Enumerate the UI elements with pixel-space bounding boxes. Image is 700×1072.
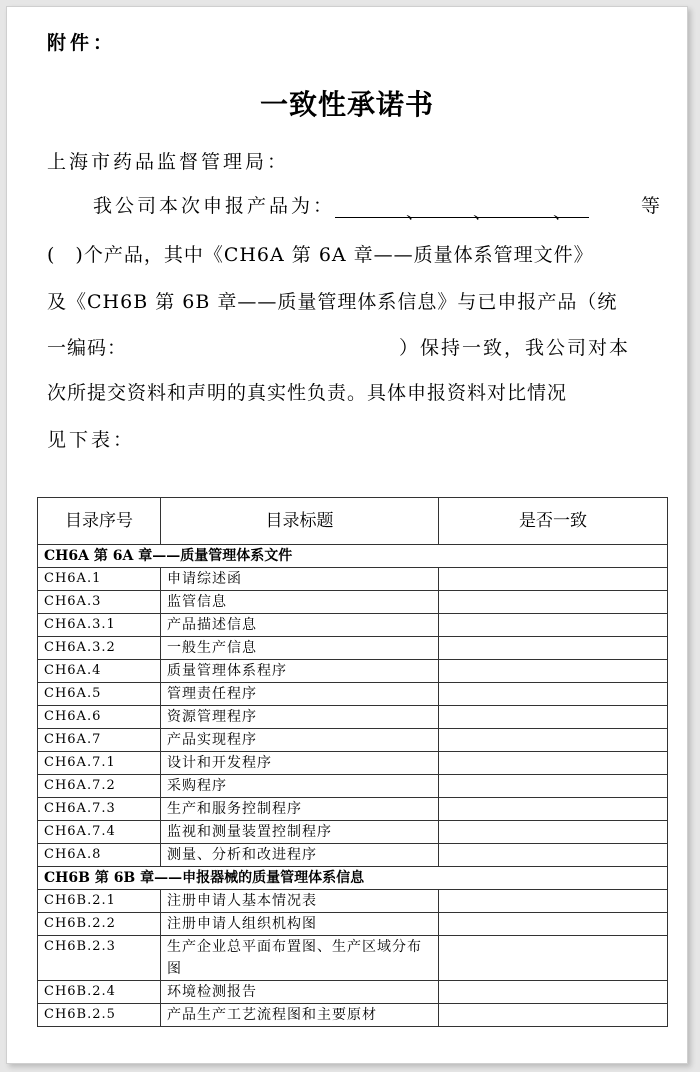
consistency-cell[interactable] — [439, 729, 668, 752]
catalog-number-cell: CH6A.3.1 — [38, 614, 161, 637]
catalog-number-cell: CH6A.7.4 — [38, 821, 161, 844]
consistency-cell[interactable] — [439, 913, 668, 936]
table-row — [38, 568, 668, 591]
catalog-title-cell: 申请综述函 — [161, 568, 439, 591]
paragraph-line-4-suffix: ）保持一致，我公司对本 — [399, 337, 631, 359]
catalog-title-cell: 生产和服务控制程序 — [161, 798, 439, 821]
paragraph-line-1 — [93, 191, 589, 223]
table-row — [38, 775, 668, 798]
table-row — [38, 936, 668, 981]
consistency-cell[interactable] — [439, 775, 668, 798]
table-row — [38, 660, 668, 683]
table-row — [38, 890, 668, 913]
catalog-title-cell: 管理责任程序 — [161, 683, 439, 706]
consistency-cell[interactable] — [439, 936, 668, 981]
catalog-number-cell: CH6A.6 — [38, 706, 161, 729]
table-row — [38, 981, 668, 1004]
paragraph-line-4-prefix: 一编码： — [47, 337, 128, 359]
catalog-number-cell: CH6B.2.1 — [38, 890, 161, 913]
header-catalog-title: 目录标题 — [161, 498, 439, 545]
catalog-number-cell: CH6A.8 — [38, 844, 161, 867]
table-row — [38, 821, 668, 844]
table-row — [38, 844, 668, 867]
paragraph-line-5: 次所提交资料和声明的真实性负责。具体申报资料对比情况 — [47, 382, 568, 404]
consistency-cell[interactable] — [439, 752, 668, 775]
consistency-cell[interactable] — [439, 798, 668, 821]
consistency-cell[interactable] — [439, 981, 668, 1004]
consistency-cell[interactable] — [439, 890, 668, 913]
consistency-cell[interactable] — [439, 1004, 668, 1027]
addressee: 上海市药品监督管理局： — [47, 151, 290, 173]
catalog-title-cell: 注册申请人组织机构图 — [161, 913, 439, 936]
table-row — [38, 913, 668, 936]
paragraph-line-1-prefix: 我公司本次申报产品为： — [93, 195, 336, 217]
section-header-row — [38, 867, 668, 890]
consistency-cell[interactable] — [439, 844, 668, 867]
catalog-number-cell: CH6A.4 — [38, 660, 161, 683]
catalog-title-cell: 质量管理体系程序 — [161, 660, 439, 683]
catalog-title-cell: 资源管理程序 — [161, 706, 439, 729]
catalog-number-cell: CH6B.2.3 — [38, 936, 161, 981]
comparison-table — [37, 497, 668, 1027]
catalog-number-cell: CH6A.3 — [38, 591, 161, 614]
catalog-number-cell: CH6A.5 — [38, 683, 161, 706]
paragraph-line-1-suffix: 等 — [641, 195, 662, 217]
table-header-row — [38, 498, 668, 545]
blank-separator: 、 — [553, 201, 576, 223]
catalog-title-cell: 测量、分析和改进程序 — [161, 844, 439, 867]
header-is-consistent: 是否一致 — [439, 498, 668, 545]
product-name-blank — [335, 197, 589, 223]
consistency-cell[interactable] — [439, 660, 668, 683]
table-row — [38, 614, 668, 637]
table-row — [38, 1004, 668, 1027]
catalog-title-cell: 注册申请人基本情况表 — [161, 890, 439, 913]
section-title: CH6B 第 6B 章——申报器械的质量管理体系信息 — [38, 867, 668, 890]
document-title: 一致性承诺书 — [259, 88, 434, 121]
catalog-number-cell: CH6B.2.2 — [38, 913, 161, 936]
consistency-cell[interactable] — [439, 706, 668, 729]
table-row — [38, 637, 668, 660]
consistency-cell[interactable] — [439, 683, 668, 706]
catalog-title-cell: 生产企业总平面布置图、生产区域分布图 — [161, 936, 439, 981]
consistency-cell[interactable] — [439, 614, 668, 637]
catalog-title-cell: 采购程序 — [161, 775, 439, 798]
section-title: CH6A 第 6A 章——质量管理体系文件 — [38, 545, 668, 568]
catalog-number-cell: CH6A.7 — [38, 729, 161, 752]
catalog-number-cell: CH6A.3.2 — [38, 637, 161, 660]
consistency-cell[interactable] — [439, 591, 668, 614]
document-page — [6, 6, 688, 1064]
section-header-row — [38, 545, 668, 568]
consistency-cell[interactable] — [439, 821, 668, 844]
catalog-title-cell: 产品描述信息 — [161, 614, 439, 637]
catalog-title-cell: 监视和测量装置控制程序 — [161, 821, 439, 844]
catalog-title-cell: 监管信息 — [161, 591, 439, 614]
catalog-title-cell: 设计和开发程序 — [161, 752, 439, 775]
table-row — [38, 752, 668, 775]
paragraph-line-6: 见下表： — [47, 429, 136, 451]
paragraph-line-3: 及《CH6B 第 6B 章——质量管理体系信息》与已申报产品（统 — [47, 291, 618, 313]
catalog-number-cell: CH6A.7.2 — [38, 775, 161, 798]
table-row — [38, 706, 668, 729]
consistency-cell[interactable] — [439, 637, 668, 660]
catalog-number-cell: CH6A.7.3 — [38, 798, 161, 821]
blank-separator: 、 — [406, 201, 429, 223]
paragraph-line-2: ( )个产品，其中《CH6A 第 6A 章——质量体系管理文件》 — [47, 244, 594, 266]
table-row — [38, 798, 668, 821]
catalog-number-cell: CH6A.7.1 — [38, 752, 161, 775]
catalog-title-cell: 产品生产工艺流程图和主要原材 — [161, 1004, 439, 1027]
catalog-number-cell: CH6B.2.5 — [38, 1004, 161, 1027]
table-row — [38, 729, 668, 752]
table-row — [38, 591, 668, 614]
blank-separator: 、 — [473, 201, 496, 223]
consistency-cell[interactable] — [439, 568, 668, 591]
catalog-title-cell: 环境检测报告 — [161, 981, 439, 1004]
catalog-title-cell: 一般生产信息 — [161, 637, 439, 660]
table-body — [38, 545, 668, 1027]
header-catalog-number: 目录序号 — [38, 498, 161, 545]
table-row — [38, 683, 668, 706]
catalog-number-cell: CH6B.2.4 — [38, 981, 161, 1004]
attachment-label: 附件： — [47, 32, 117, 54]
catalog-title-cell: 产品实现程序 — [161, 729, 439, 752]
catalog-number-cell: CH6A.1 — [38, 568, 161, 591]
